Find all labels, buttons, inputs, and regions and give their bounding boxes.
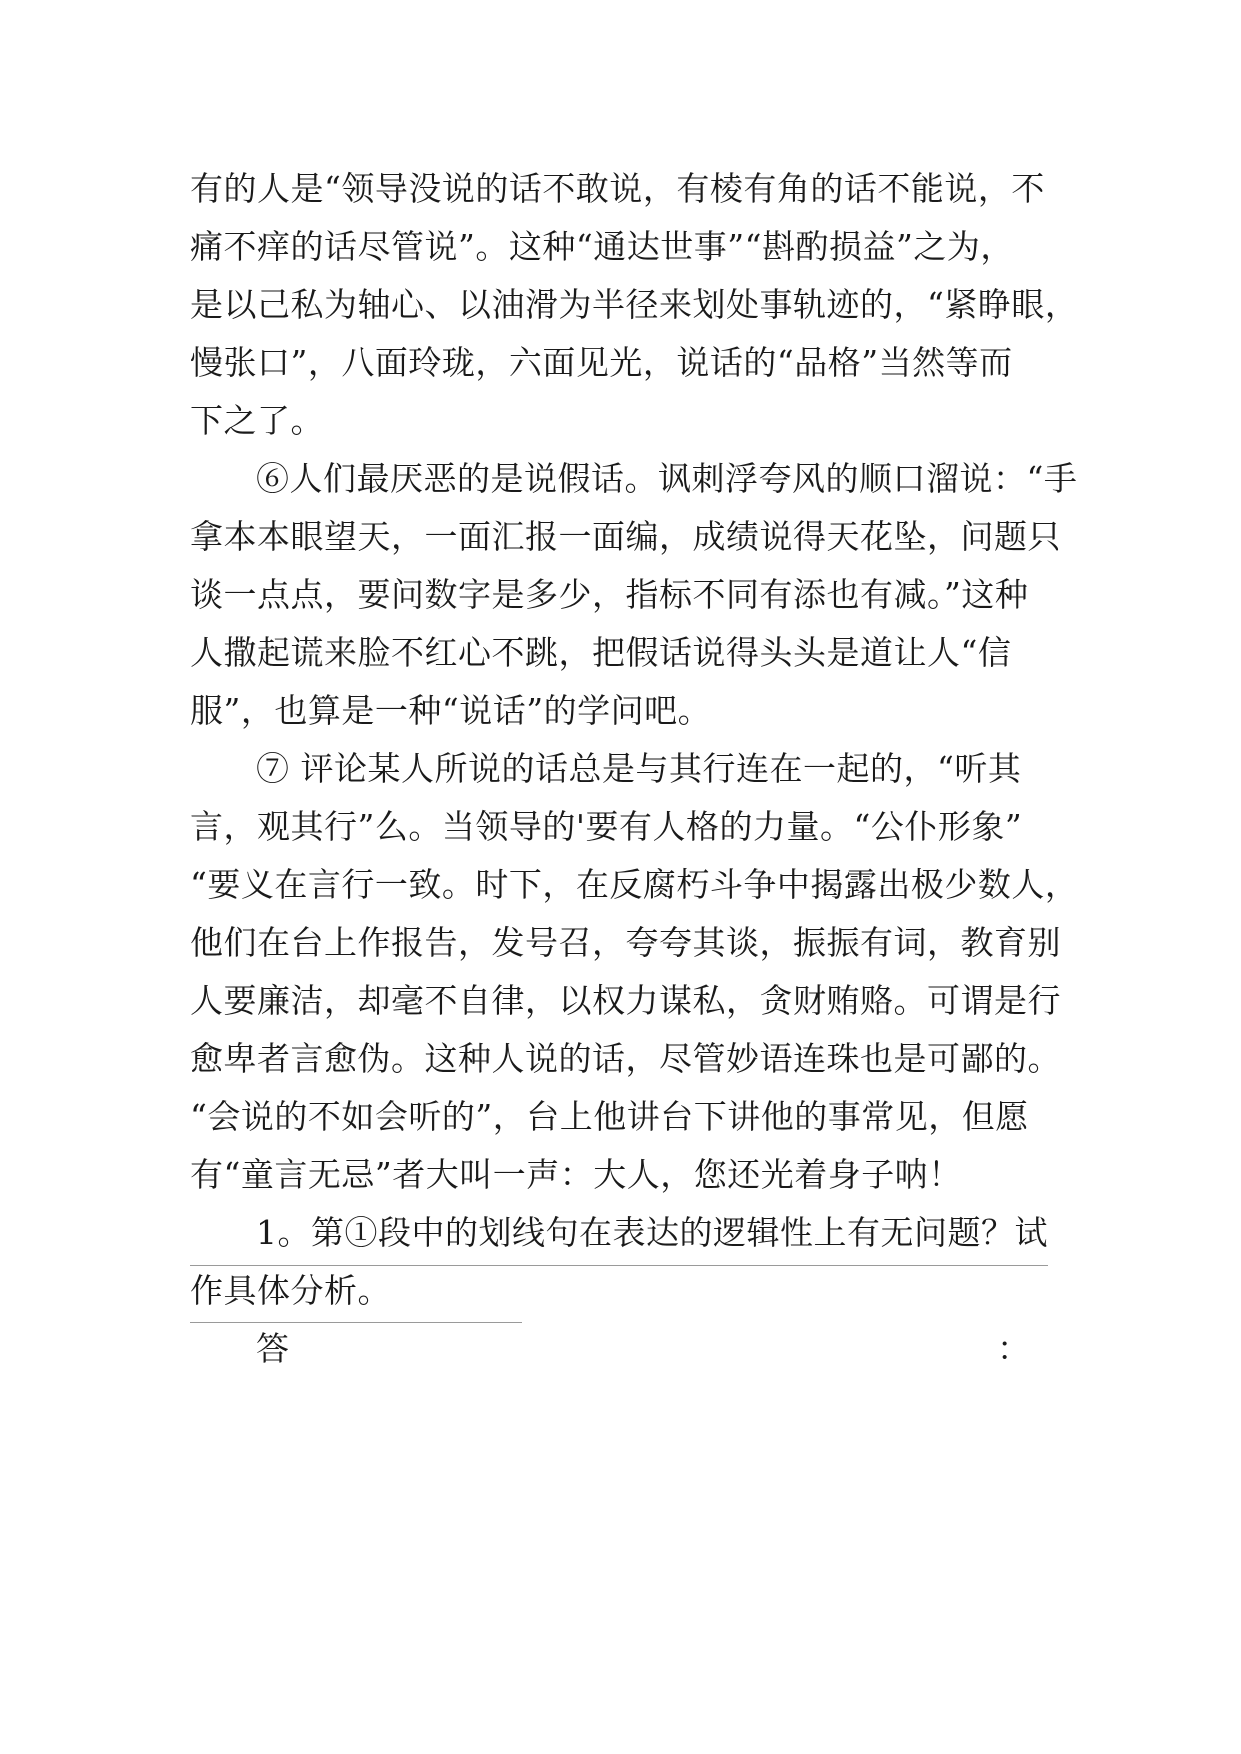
question-text-line: 1。第①段中的划线句在表达的逻辑性上有无问题？试 xyxy=(256,1213,1048,1252)
text-line: 下之了。 xyxy=(190,401,324,440)
text-line: ⑦ 评论某人所说的话总是与其行连在一起的，“听其 xyxy=(256,749,1022,788)
answer-blank-line[interactable] xyxy=(190,1322,522,1323)
text-line: 人要廉洁，却毫不自律，以权力谋私，贪财贿赂。可谓是行 xyxy=(190,981,1061,1020)
document-page xyxy=(190,160,1079,1378)
text-line: 他们在台上作报告，发号召，夸夸其谈，振振有词，教育别 xyxy=(190,923,1061,962)
answer-row xyxy=(190,1320,1070,1378)
text-line: 有的人是“领导没说的话不敢说，有棱有角的话不能说，不 xyxy=(190,169,1045,208)
question-text-line: 作具体分析。 xyxy=(190,1271,391,1310)
answer-colon: ： xyxy=(997,1329,1030,1368)
text-line: ⑥人们最厌恶的是说假话。讽刺浮夸风的顺口溜说：“手 xyxy=(256,459,1078,498)
answer-blank-line[interactable] xyxy=(190,1265,1048,1266)
text-line: 拿本本眼望天，一面汇报一面编，成绩说得天花坠，问题只 xyxy=(190,517,1061,556)
text-line: 服”，也算是一种“说话”的学问吧。 xyxy=(190,691,712,730)
text-line: 是以己私为轴心、以油滑为半径来划处事轨迹的，“紧睁眼， xyxy=(190,285,1079,324)
paragraph-7 xyxy=(190,740,1079,1204)
text-line: “要义在言行一致。时下，在反腐朽斗争中揭露出极少数人， xyxy=(190,865,1079,904)
text-line: “会说的不如会听的”，台上他讲台下讲他的事常见，但愿 xyxy=(190,1097,1029,1136)
text-line: 痛不痒的话尽管说”。这种“通达世事”“斟酌损益”之为， xyxy=(190,227,1014,266)
text-line: 愈卑者言愈伪。这种人说的话，尽管妙语连珠也是可鄙的。 xyxy=(190,1039,1061,1078)
paragraph-6 xyxy=(190,450,1078,740)
question-1 xyxy=(190,1204,1070,1320)
answer-label: 答 xyxy=(256,1329,289,1368)
text-line: 言，观其行”么。当领导的'要有人格的力量。“公仆形象” xyxy=(190,807,1023,846)
paragraph-5-tail xyxy=(190,160,1079,450)
text-line: 慢张口”，八面玲珑，六面见光，说话的“品格”当然等而 xyxy=(190,343,1013,382)
text-line: 谈一点点，要问数字是多少，指标不同有添也有减。”这种 xyxy=(190,575,1029,614)
text-line: 有“童言无忌”者大叫一声：大人，您还光着身子呐！ xyxy=(190,1155,962,1194)
text-line: 人撒起谎来脸不红心不跳，把假话说得头头是道让人“信 xyxy=(190,633,1012,672)
